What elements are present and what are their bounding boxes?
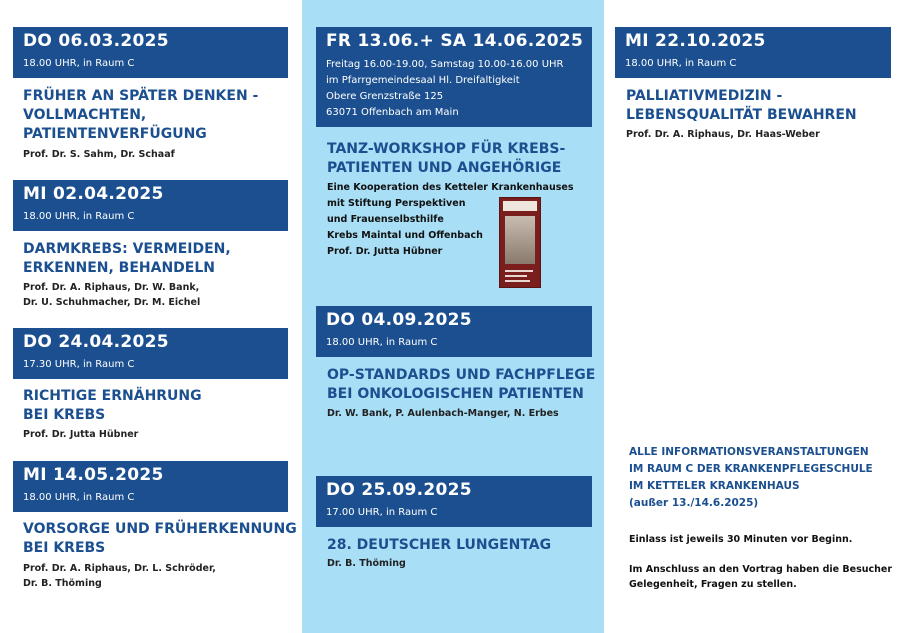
flyer-photo xyxy=(505,216,535,264)
event-time: 17.00 UHR, in Raum C xyxy=(326,507,438,518)
event-description: Eine Kooperation des Ketteler Krankenhauses mit Stiftung Perspektiven und Frauenselbsthilfe Krebs Maintal und Offenbach Prof. Dr. Jutta Hübner xyxy=(327,182,574,257)
flyer-text-line xyxy=(505,270,533,272)
event-header xyxy=(615,27,891,78)
event-time: 18.00 UHR, in Raum C xyxy=(23,58,135,69)
event-speakers: Prof. Dr. A. Riphaus, Dr. W. Bank, Dr. U. Schuhmacher, Dr. M. Eichel xyxy=(23,282,201,308)
event-title: 28. DEUTSCHER LUNGENTAG xyxy=(327,537,552,553)
workshop-flyer-image xyxy=(499,197,541,288)
event-speakers: Prof. Dr. A. Riphaus, Dr. Haas-Weber xyxy=(626,129,820,140)
event-date: DO 24.04.2025 xyxy=(23,332,169,352)
flyer-title-strip xyxy=(503,201,537,211)
event-title: DARMKREBS: VERMEIDEN, ERKENNEN, BEHANDELN xyxy=(23,241,231,276)
event-title: FRÜHER AN SPÄTER DENKEN - VOLLMACHTEN, PATIENTENVERFÜGUNG xyxy=(23,88,259,142)
event-header xyxy=(316,476,592,527)
event-header xyxy=(316,27,592,127)
event-header xyxy=(13,461,288,512)
event-time: 18.00 UHR, in Raum C xyxy=(326,337,438,348)
event-date: DO 25.09.2025 xyxy=(326,480,472,500)
event-header xyxy=(13,328,288,379)
event-title: TANZ-WORKSHOP FÜR KREBS- PATIENTEN UND ANGEHÖRIGE xyxy=(327,141,566,176)
flyer-text-line xyxy=(505,275,527,277)
event-header xyxy=(13,180,288,231)
event-time: 17.30 UHR, in Raum C xyxy=(23,359,135,370)
event-date: MI 02.04.2025 xyxy=(23,184,164,204)
event-time: Freitag 16.00-19.00, Samstag 10.00-16.00 UHR im Pfarrgemeindesaal Hl. Dreifaltigkeit Obere Grenzstraße 125 63071 Offenbach am Main xyxy=(326,59,564,118)
questions-note: Im Anschluss an den Vortrag haben die Besucher Gelegenheit, Fragen zu stellen. xyxy=(629,564,893,590)
event-speakers: Dr. B. Thöming xyxy=(327,558,406,569)
event-time: 18.00 UHR, in Raum C xyxy=(23,211,135,222)
event-time: 18.00 UHR, in Raum C xyxy=(625,58,737,69)
event-speakers: Prof. Dr. Jutta Hübner xyxy=(23,429,139,440)
event-title: PALLIATIVMEDIZIN - LEBENSQUALITÄT BEWAHREN xyxy=(626,88,857,123)
event-header xyxy=(316,306,592,357)
event-speakers: Prof. Dr. A. Riphaus, Dr. L. Schröder, Dr. B. Thöming xyxy=(23,563,216,589)
event-title: RICHTIGE ERNÄHRUNG BEI KREBS xyxy=(23,388,202,423)
admission-note: Einlass ist jeweils 30 Minuten vor Beginn. xyxy=(629,534,853,545)
event-date: MI 22.10.2025 xyxy=(625,31,766,51)
event-time: 18.00 UHR, in Raum C xyxy=(23,492,135,503)
event-date: MI 14.05.2025 xyxy=(23,465,164,485)
flyer-text-line xyxy=(505,280,530,282)
venue-info: ALLE INFORMATIONSVERANSTALTUNGEN IM RAUM C DER KRANKENPFLEGESCHULE IM KETTELER KRANKENHAUS (außer 13./14.6.2025) xyxy=(629,446,873,509)
event-title: OP-STANDARDS UND FACHPFLEGE BEI ONKOLOGISCHEN PATIENTEN xyxy=(327,367,596,402)
event-date: DO 04.09.2025 xyxy=(326,310,472,330)
event-speakers: Dr. W. Bank, P. Aulenbach-Manger, N. Erbes xyxy=(327,408,559,419)
event-header xyxy=(13,27,288,78)
event-speakers: Prof. Dr. S. Sahm, Dr. Schaaf xyxy=(23,149,175,160)
event-date: FR 13.06.+ SA 14.06.2025 xyxy=(326,31,584,51)
event-date: DO 06.03.2025 xyxy=(23,31,169,51)
event-title: VORSORGE UND FRÜHERKENNUNG BEI KREBS xyxy=(23,521,297,556)
